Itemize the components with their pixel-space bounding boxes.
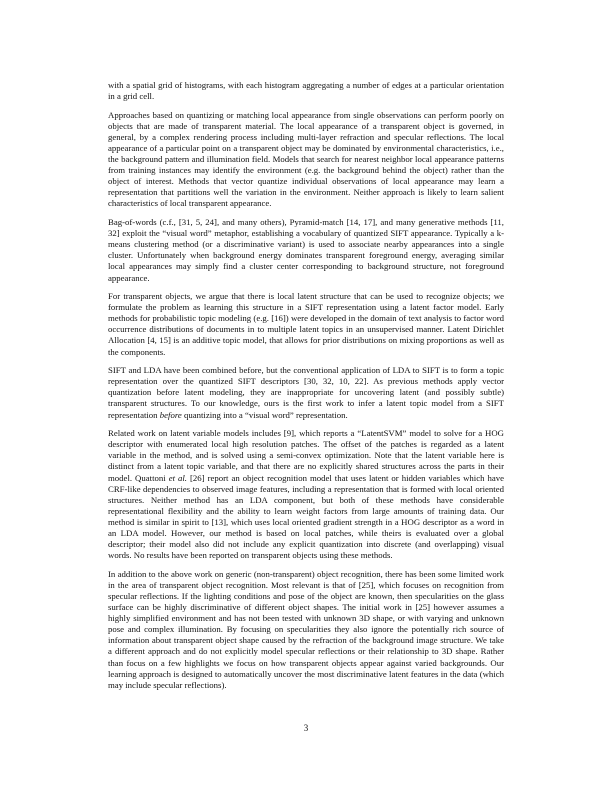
paragraph-text: [26] report an object recognition model that uses latent or hidden variables which have CRF-like dependencies to observed image features, including a representation that is formed with local oriented structures. Neither method has an LDA component, but both of these methods have considerable representational flexibility and the ability to learn weight factors from large amounts of training data. Our method is similar in spirit to [13], which uses local oriented gradient strength in a HOG descriptor as a word in an LDA model. However, our method is based on local patches, while theirs is evaluated over a global descriptor; their model also did not include any explicit quantization into discrete (and overlapping) visual words. No results have been reported on transparent objects using these methods. bbox=[108, 472, 505, 561]
paragraph-6 bbox=[108, 428, 504, 561]
paragraph-5 bbox=[108, 365, 504, 420]
body-text bbox=[108, 80, 504, 698]
paragraph-4 bbox=[108, 291, 504, 358]
paragraph-text: In addition to the above work on generic (non-transparent) object recognition, there has been some limited work in the area of transparent object recognition. Most relevant is that of [25], which focuses on recognition from specular reflections. If the lighting conditions and pose of the object are known, then specularities on the glass surface can be highly discriminative of different object shapes. The initial work in [25] however assumes a highly simplified environment and has not been tested with unknown 3D shape, or with varying and unknown pose and complex illumination. By focusing on specularities they also ignore the potentially rich source of information about transparent object shape caused by the refraction of the background image structure. We take a different approach and do not explicitly model specular reflections or their relationship to 3D shape. Rather than focus on a few highlights we focus on how transparent objects appear against varied backgrounds. Our learning approach is designed to automatically uncover the most discriminative latent features in the data (which may include specular reflections). bbox=[108, 568, 504, 690]
emphasis-text: et al. bbox=[168, 472, 187, 483]
paragraph-text: SIFT and LDA have been combined before, but the conventional application of LDA to SIFT is to form a topic representation over the quantized SIFT descriptors [30, 32, 10, 22]. As previous methods apply vector quantization before latent modeling, they are inappropriate for uncovering latent (and possibly subtle) transparent structures. To our knowledge, ours is the first work to infer a latent topic model from a SIFT representation bbox=[108, 365, 504, 420]
paragraph-text: quantizing into a “visual word” representation. bbox=[181, 409, 348, 420]
paragraph-2 bbox=[108, 110, 504, 210]
paragraph-text: For transparent objects, we argue that there is local latent structure that can be used to recognize objects; we formulate the problem as learning this structure in a SIFT representation using a latent factor model. Early methods for probabilistic topic modeling (e.g. [16]) were developed in the domain of text analysis to factor word occurrence distributions of documents in to multiple latent topics in an unsupervised manner. Latent Dirichlet Allocation [4, 15] is an additive topic model, that allows for prior distributions on mixing proportions as well as the components. bbox=[108, 291, 504, 357]
paragraph-text: Related work on latent variable models includes [9], which reports a “LatentSVM” model to solve for a HOG descriptor with enumerated local high resolution patches. The offset of the patches is regarded as a latent variable in the method, and is solved using a semi-convex optimization. Note that the latent variable here is distinct from a latent topic variable, and that there are no explicitly shared structures across the parts in their model. Quattoni bbox=[108, 428, 504, 483]
paragraph-text: Approaches based on quantizing or matching local appearance from single observations can perform poorly on objects that are made of transparent material. The local appearance of a transparent object is governed, in general, by a complex rendering process including multi-layer refraction and specular reflections. The local appearance of a particular point on a transparent object may be dominated by environmental characteristics, i.e., the background pattern and illumination field. Models that search for nearest neighbor local appearance patterns from training instances may identify the environment (e.g. the background behind the object) rather than the object of interest. Methods that vector quantize individual observations of local appearance may learn a representation that partitions well the variation in the environment. Neither approach is likely to learn salient characteristics of local transparent appearance. bbox=[108, 109, 504, 209]
paragraph-text: Bag-of-words (c.f., [31, 5, 24], and many others), Pyramid-match [14, 17], and many generative methods [11, 32] exploit the “visual word” metaphor, establishing a vocabulary of quantized SIFT appearance. Typically a k-means clustering method (or a discriminative variant) is used to associate nearby appearances into a single cluster. Unfortunately when background energy dominates transparent foreground energy, averaging similar local appearances may simply find a cluster center corresponding to background structure, not foreground appearance. bbox=[108, 217, 504, 283]
page-number: 3 bbox=[303, 723, 309, 733]
paragraph-3 bbox=[108, 217, 504, 284]
paragraph-1 bbox=[108, 80, 504, 102]
paragraph-text: with a spatial grid of histograms, with each histogram aggregating a number of edges at a particular orientation in a grid cell. bbox=[108, 80, 504, 102]
paragraph-7 bbox=[108, 569, 504, 691]
emphasis-text: before bbox=[159, 409, 182, 420]
